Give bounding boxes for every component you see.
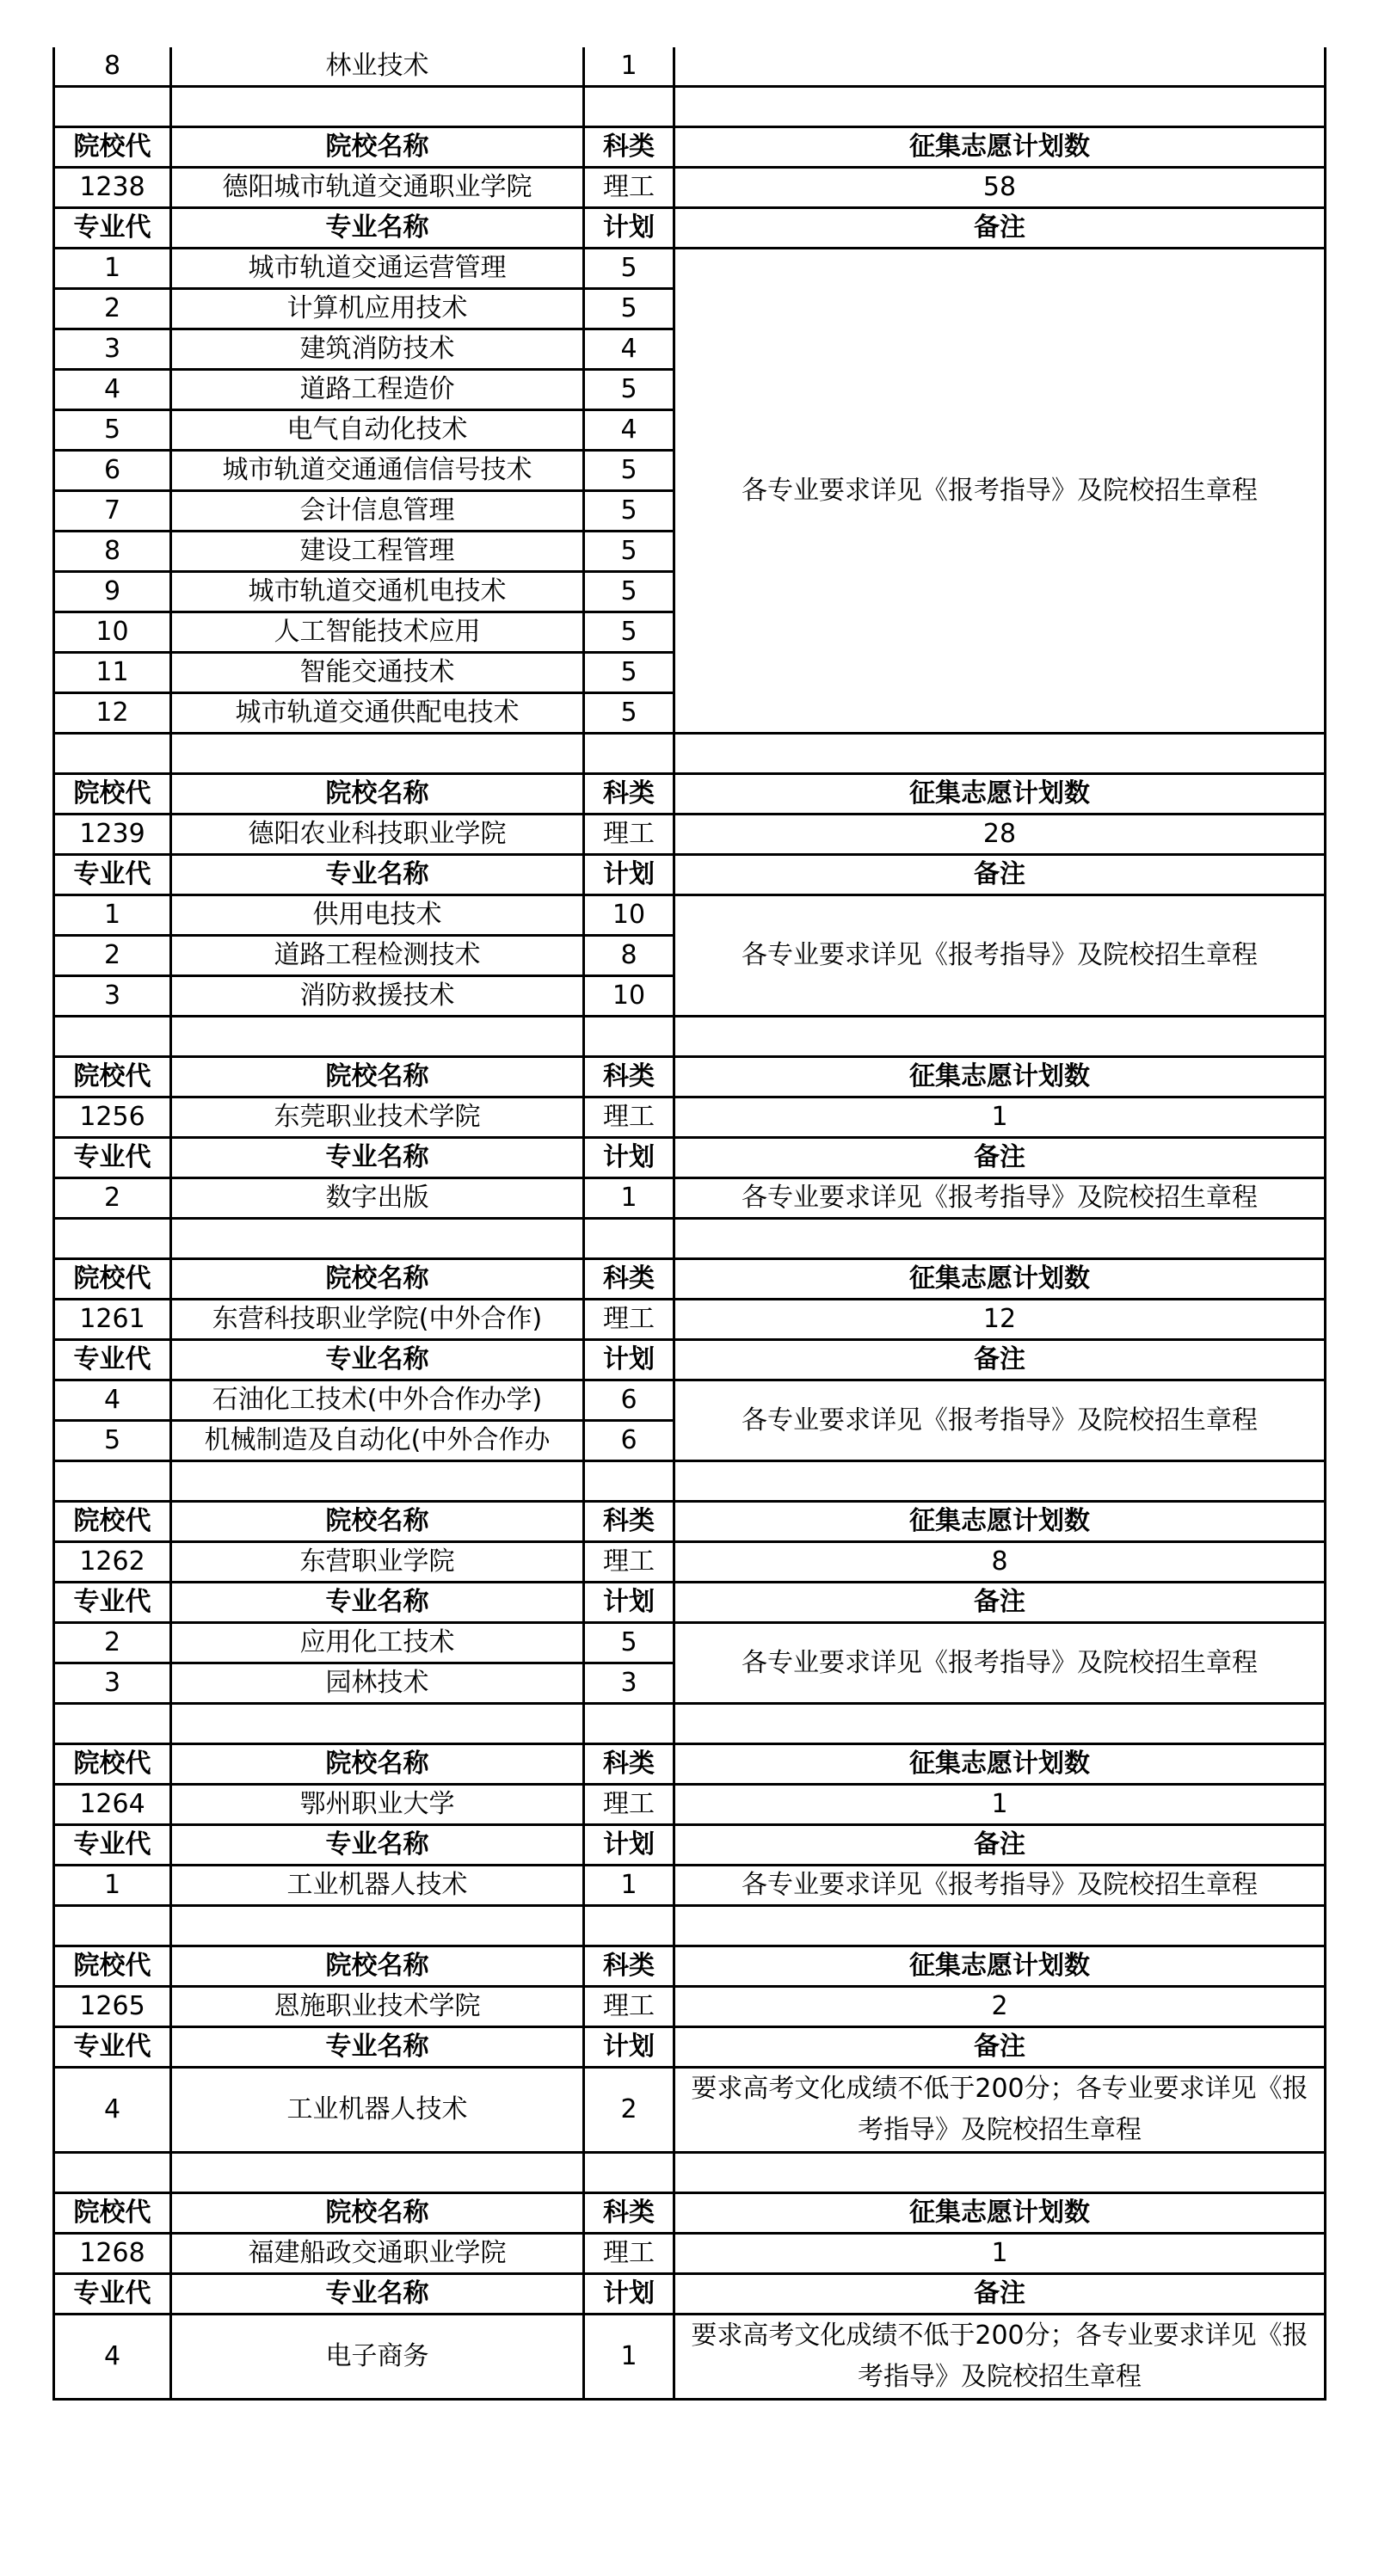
school-header-row bbox=[54, 1946, 1326, 1987]
major-remark: 各专业要求详见《报考指导》及院校招生章程 bbox=[674, 1178, 1326, 1219]
major-plan: 5 bbox=[584, 1623, 674, 1663]
school-plan-total: 28 bbox=[674, 815, 1326, 855]
school-name-header: 院校名称 bbox=[171, 774, 584, 815]
major-code-header: 专业代 bbox=[54, 1583, 171, 1623]
empty-cell bbox=[584, 2153, 674, 2193]
major-remark: 各专业要求详见《报考指导》及院校招生章程 bbox=[674, 1380, 1326, 1461]
plan-count-header: 征集志愿计划数 bbox=[674, 1946, 1326, 1987]
major-plan: 5 bbox=[584, 451, 674, 491]
empty-cell bbox=[54, 1017, 171, 1057]
major-remark: 要求高考文化成绩不低于200分；各专业要求详见《报考指导》及院校招生章程 bbox=[674, 2068, 1326, 2153]
empty-cell bbox=[584, 1906, 674, 1946]
empty-cell bbox=[674, 2153, 1326, 2193]
major-name: 数字出版 bbox=[171, 1178, 584, 1219]
remark-header: 备注 bbox=[674, 2027, 1326, 2068]
major-plan: 4 bbox=[584, 410, 674, 451]
empty-cell bbox=[171, 1017, 584, 1057]
major-plan: 1 bbox=[584, 1866, 674, 1906]
major-name: 城市轨道交通机电技术 bbox=[171, 572, 584, 612]
school-category: 理工 bbox=[584, 815, 674, 855]
major-code: 12 bbox=[54, 693, 171, 734]
major-row bbox=[54, 895, 1326, 936]
major-code: 8 bbox=[54, 532, 171, 572]
major-code: 4 bbox=[54, 2315, 171, 2400]
empty-cell bbox=[171, 87, 584, 127]
major-name-header: 专业名称 bbox=[171, 855, 584, 895]
school-category: 理工 bbox=[584, 1542, 674, 1583]
major-plan: 5 bbox=[584, 532, 674, 572]
major-name: 工业机器人技术 bbox=[171, 2068, 584, 2153]
major-name: 计算机应用技术 bbox=[171, 289, 584, 329]
empty-cell bbox=[171, 1219, 584, 1259]
remark-header: 备注 bbox=[674, 1825, 1326, 1866]
school-row bbox=[54, 1300, 1326, 1340]
empty-cell bbox=[674, 1461, 1326, 1502]
major-code: 1 bbox=[54, 895, 171, 936]
school-name: 德阳城市轨道交通职业学院 bbox=[171, 168, 584, 208]
major-plan-header: 计划 bbox=[584, 1825, 674, 1866]
major-plan-header: 计划 bbox=[584, 855, 674, 895]
major-name: 城市轨道交通通信信号技术 bbox=[171, 451, 584, 491]
major-name: 智能交通技术 bbox=[171, 653, 584, 693]
empty-cell bbox=[584, 734, 674, 774]
major-plan-cell: 1 bbox=[584, 47, 674, 87]
remark-header: 备注 bbox=[674, 1138, 1326, 1178]
major-name: 人工智能技术应用 bbox=[171, 612, 584, 653]
major-code-header: 专业代 bbox=[54, 1138, 171, 1178]
remark-header: 备注 bbox=[674, 1583, 1326, 1623]
school-name: 东营职业学院 bbox=[171, 1542, 584, 1583]
school-row bbox=[54, 2234, 1326, 2274]
school-name-header: 院校名称 bbox=[171, 2193, 584, 2234]
school-code: 1239 bbox=[54, 815, 171, 855]
school-code-header: 院校代 bbox=[54, 1057, 171, 1097]
major-plan: 5 bbox=[584, 612, 674, 653]
school-code-header: 院校代 bbox=[54, 2193, 171, 2234]
school-row bbox=[54, 1785, 1326, 1825]
school-category: 理工 bbox=[584, 1097, 674, 1138]
major-row bbox=[54, 1623, 1326, 1663]
enrollment-plan-table bbox=[52, 47, 1326, 2401]
major-plan: 2 bbox=[584, 2068, 674, 2153]
major-header-row bbox=[54, 2027, 1326, 2068]
major-plan-header: 计划 bbox=[584, 2274, 674, 2315]
empty-cell bbox=[584, 1219, 674, 1259]
major-code: 2 bbox=[54, 1178, 171, 1219]
school-row bbox=[54, 815, 1326, 855]
school-name-header: 院校名称 bbox=[171, 1057, 584, 1097]
empty-cell bbox=[171, 1461, 584, 1502]
major-name: 园林技术 bbox=[171, 1663, 584, 1704]
major-code: 2 bbox=[54, 936, 171, 976]
major-code: 2 bbox=[54, 1623, 171, 1663]
plan-count-header: 征集志愿计划数 bbox=[674, 2193, 1326, 2234]
major-name: 机械制造及自动化(中外合作办 bbox=[171, 1421, 584, 1461]
major-name-header: 专业名称 bbox=[171, 1825, 584, 1866]
major-remark: 各专业要求详见《报考指导》及院校招生章程 bbox=[674, 1623, 1326, 1704]
empty-cell bbox=[171, 1906, 584, 1946]
major-name: 供用电技术 bbox=[171, 895, 584, 936]
spacer-row bbox=[54, 1017, 1326, 1057]
empty-cell bbox=[54, 734, 171, 774]
major-code-header: 专业代 bbox=[54, 1340, 171, 1380]
major-name-header: 专业名称 bbox=[171, 1583, 584, 1623]
major-code: 3 bbox=[54, 1663, 171, 1704]
plan-count-header: 征集志愿计划数 bbox=[674, 1057, 1326, 1097]
major-name-cell: 林业技术 bbox=[171, 47, 584, 87]
major-row bbox=[54, 2068, 1326, 2153]
spacer-row bbox=[54, 1906, 1326, 1946]
empty-cell bbox=[171, 734, 584, 774]
major-remark: 各专业要求详见《报考指导》及院校招生章程 bbox=[674, 1866, 1326, 1906]
school-code-header: 院校代 bbox=[54, 774, 171, 815]
spacer-row bbox=[54, 734, 1326, 774]
major-name: 应用化工技术 bbox=[171, 1623, 584, 1663]
school-code-header: 院校代 bbox=[54, 1502, 171, 1542]
major-name-header: 专业名称 bbox=[171, 208, 584, 249]
empty-cell bbox=[674, 1219, 1326, 1259]
major-row bbox=[54, 1380, 1326, 1421]
category-header: 科类 bbox=[584, 1057, 674, 1097]
empty-cell bbox=[674, 1906, 1326, 1946]
major-row bbox=[54, 1178, 1326, 1219]
spacer-row bbox=[54, 87, 1326, 127]
major-name: 建设工程管理 bbox=[171, 532, 584, 572]
major-header-row bbox=[54, 1583, 1326, 1623]
school-code-header: 院校代 bbox=[54, 1744, 171, 1785]
category-header: 科类 bbox=[584, 1946, 674, 1987]
major-header-row bbox=[54, 208, 1326, 249]
category-header: 科类 bbox=[584, 127, 674, 168]
school-category: 理工 bbox=[584, 168, 674, 208]
plan-count-header: 征集志愿计划数 bbox=[674, 1744, 1326, 1785]
school-code: 1265 bbox=[54, 1987, 171, 2027]
school-header-row bbox=[54, 1259, 1326, 1300]
major-code: 10 bbox=[54, 612, 171, 653]
major-remark: 各专业要求详见《报考指导》及院校招生章程 bbox=[674, 895, 1326, 1017]
school-name: 德阳农业科技职业学院 bbox=[171, 815, 584, 855]
major-code-header: 专业代 bbox=[54, 855, 171, 895]
major-name: 消防救援技术 bbox=[171, 976, 584, 1017]
major-name: 石油化工技术(中外合作办学) bbox=[171, 1380, 584, 1421]
plan-count-header: 征集志愿计划数 bbox=[674, 1259, 1326, 1300]
school-name: 东营科技职业学院(中外合作) bbox=[171, 1300, 584, 1340]
major-name: 会计信息管理 bbox=[171, 491, 584, 532]
major-plan: 1 bbox=[584, 2315, 674, 2400]
major-code: 4 bbox=[54, 1380, 171, 1421]
major-plan: 10 bbox=[584, 895, 674, 936]
empty-cell bbox=[54, 1906, 171, 1946]
school-row bbox=[54, 1542, 1326, 1583]
school-plan-total: 1 bbox=[674, 1097, 1326, 1138]
school-plan-total: 8 bbox=[674, 1542, 1326, 1583]
major-name-header: 专业名称 bbox=[171, 1138, 584, 1178]
empty-cell bbox=[54, 1704, 171, 1744]
major-plan: 1 bbox=[584, 1178, 674, 1219]
category-header: 科类 bbox=[584, 774, 674, 815]
major-remark: 各专业要求详见《报考指导》及院校招生章程 bbox=[674, 249, 1326, 734]
major-row bbox=[54, 2315, 1326, 2400]
empty-cell bbox=[584, 1704, 674, 1744]
major-plan: 8 bbox=[584, 936, 674, 976]
school-code: 1268 bbox=[54, 2234, 171, 2274]
school-plan-total: 58 bbox=[674, 168, 1326, 208]
category-header: 科类 bbox=[584, 1744, 674, 1785]
school-name: 鄂州职业大学 bbox=[171, 1785, 584, 1825]
empty-cell bbox=[584, 1461, 674, 1502]
major-plan: 5 bbox=[584, 249, 674, 289]
major-plan-header: 计划 bbox=[584, 1138, 674, 1178]
remark-header: 备注 bbox=[674, 2274, 1326, 2315]
empty-cell bbox=[171, 1704, 584, 1744]
school-name-header: 院校名称 bbox=[171, 1946, 584, 1987]
major-code-header: 专业代 bbox=[54, 2027, 171, 2068]
spacer-row bbox=[54, 1219, 1326, 1259]
remark-header: 备注 bbox=[674, 855, 1326, 895]
major-code: 1 bbox=[54, 249, 171, 289]
major-plan-header: 计划 bbox=[584, 1340, 674, 1380]
major-code: 9 bbox=[54, 572, 171, 612]
major-plan: 5 bbox=[584, 370, 674, 410]
major-code: 4 bbox=[54, 370, 171, 410]
empty-cell bbox=[171, 2153, 584, 2193]
major-code: 7 bbox=[54, 491, 171, 532]
major-row bbox=[54, 249, 1326, 289]
major-plan: 5 bbox=[584, 693, 674, 734]
school-name-header: 院校名称 bbox=[171, 1259, 584, 1300]
major-code: 6 bbox=[54, 451, 171, 491]
major-code-cell: 8 bbox=[54, 47, 171, 87]
major-name: 电气自动化技术 bbox=[171, 410, 584, 451]
major-name: 电子商务 bbox=[171, 2315, 584, 2400]
major-code-header: 专业代 bbox=[54, 208, 171, 249]
remark-cell bbox=[674, 47, 1326, 87]
major-name: 道路工程造价 bbox=[171, 370, 584, 410]
major-plan: 3 bbox=[584, 1663, 674, 1704]
major-plan: 6 bbox=[584, 1380, 674, 1421]
spacer-row bbox=[54, 1704, 1326, 1744]
school-category: 理工 bbox=[584, 2234, 674, 2274]
school-plan-total: 1 bbox=[674, 1785, 1326, 1825]
school-name-header: 院校名称 bbox=[171, 1502, 584, 1542]
major-header-row bbox=[54, 855, 1326, 895]
school-header-row bbox=[54, 2193, 1326, 2234]
school-code: 1262 bbox=[54, 1542, 171, 1583]
major-plan-header: 计划 bbox=[584, 208, 674, 249]
major-code: 3 bbox=[54, 976, 171, 1017]
category-header: 科类 bbox=[584, 2193, 674, 2234]
major-name-header: 专业名称 bbox=[171, 2274, 584, 2315]
plan-count-header: 征集志愿计划数 bbox=[674, 1502, 1326, 1542]
major-remark: 要求高考文化成绩不低于200分；各专业要求详见《报考指导》及院校招生章程 bbox=[674, 2315, 1326, 2400]
school-row bbox=[54, 1097, 1326, 1138]
remark-header: 备注 bbox=[674, 208, 1326, 249]
major-header-row bbox=[54, 2274, 1326, 2315]
spacer-row bbox=[54, 1461, 1326, 1502]
school-code-header: 院校代 bbox=[54, 1259, 171, 1300]
school-plan-total: 12 bbox=[674, 1300, 1326, 1340]
empty-cell bbox=[674, 87, 1326, 127]
school-category: 理工 bbox=[584, 1785, 674, 1825]
major-plan: 5 bbox=[584, 572, 674, 612]
major-code: 2 bbox=[54, 289, 171, 329]
school-code: 1238 bbox=[54, 168, 171, 208]
major-code: 5 bbox=[54, 1421, 171, 1461]
major-code: 4 bbox=[54, 2068, 171, 2153]
major-code-header: 专业代 bbox=[54, 2274, 171, 2315]
major-name: 道路工程检测技术 bbox=[171, 936, 584, 976]
school-code: 1261 bbox=[54, 1300, 171, 1340]
major-plan: 5 bbox=[584, 653, 674, 693]
major-plan: 6 bbox=[584, 1421, 674, 1461]
major-plan: 5 bbox=[584, 491, 674, 532]
major-row bbox=[54, 1866, 1326, 1906]
major-plan-header: 计划 bbox=[584, 1583, 674, 1623]
school-header-row bbox=[54, 1057, 1326, 1097]
major-code: 5 bbox=[54, 410, 171, 451]
major-code-header: 专业代 bbox=[54, 1825, 171, 1866]
school-header-row bbox=[54, 127, 1326, 168]
school-plan-total: 2 bbox=[674, 1987, 1326, 2027]
major-plan-header: 计划 bbox=[584, 2027, 674, 2068]
school-row bbox=[54, 168, 1326, 208]
school-header-row bbox=[54, 774, 1326, 815]
table-row bbox=[54, 47, 1326, 87]
major-header-row bbox=[54, 1825, 1326, 1866]
major-plan: 5 bbox=[584, 289, 674, 329]
empty-cell bbox=[54, 87, 171, 127]
school-code: 1256 bbox=[54, 1097, 171, 1138]
school-plan-total: 1 bbox=[674, 2234, 1326, 2274]
major-plan: 4 bbox=[584, 329, 674, 370]
school-category: 理工 bbox=[584, 1300, 674, 1340]
school-header-row bbox=[54, 1502, 1326, 1542]
empty-cell bbox=[584, 1017, 674, 1057]
major-plan: 10 bbox=[584, 976, 674, 1017]
school-category: 理工 bbox=[584, 1987, 674, 2027]
spacer-row bbox=[54, 2153, 1326, 2193]
school-code-header: 院校代 bbox=[54, 1946, 171, 1987]
school-code-header: 院校代 bbox=[54, 127, 171, 168]
school-name-header: 院校名称 bbox=[171, 127, 584, 168]
plan-count-header: 征集志愿计划数 bbox=[674, 127, 1326, 168]
major-name-header: 专业名称 bbox=[171, 2027, 584, 2068]
major-code: 1 bbox=[54, 1866, 171, 1906]
school-name: 恩施职业技术学院 bbox=[171, 1987, 584, 2027]
empty-cell bbox=[54, 1461, 171, 1502]
category-header: 科类 bbox=[584, 1259, 674, 1300]
major-code: 3 bbox=[54, 329, 171, 370]
school-name: 东莞职业技术学院 bbox=[171, 1097, 584, 1138]
empty-cell bbox=[54, 2153, 171, 2193]
major-name: 城市轨道交通运营管理 bbox=[171, 249, 584, 289]
empty-cell bbox=[674, 734, 1326, 774]
empty-cell bbox=[54, 1219, 171, 1259]
major-name-header: 专业名称 bbox=[171, 1340, 584, 1380]
remark-header: 备注 bbox=[674, 1340, 1326, 1380]
major-name: 工业机器人技术 bbox=[171, 1866, 584, 1906]
school-name-header: 院校名称 bbox=[171, 1744, 584, 1785]
school-code: 1264 bbox=[54, 1785, 171, 1825]
plan-count-header: 征集志愿计划数 bbox=[674, 774, 1326, 815]
empty-cell bbox=[584, 87, 674, 127]
empty-cell bbox=[674, 1704, 1326, 1744]
major-name: 建筑消防技术 bbox=[171, 329, 584, 370]
major-header-row bbox=[54, 1138, 1326, 1178]
empty-cell bbox=[674, 1017, 1326, 1057]
major-code: 11 bbox=[54, 653, 171, 693]
school-name: 福建船政交通职业学院 bbox=[171, 2234, 584, 2274]
major-header-row bbox=[54, 1340, 1326, 1380]
major-name: 城市轨道交通供配电技术 bbox=[171, 693, 584, 734]
school-row bbox=[54, 1987, 1326, 2027]
school-header-row bbox=[54, 1744, 1326, 1785]
category-header: 科类 bbox=[584, 1502, 674, 1542]
